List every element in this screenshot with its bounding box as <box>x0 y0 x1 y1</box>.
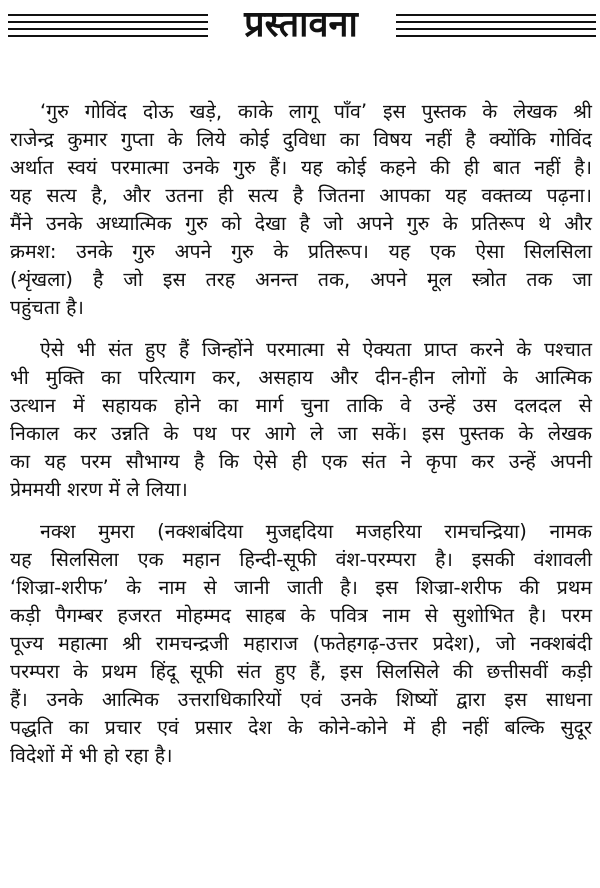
text-line: मैंने उनके अध्यात्मिक गुरु को देखा है जो अपने गुरु के प्रतिरूप थे और <box>10 212 592 235</box>
decorative-rule-left <box>8 12 208 42</box>
body-text <box>10 98 592 784</box>
text-line: निकाल कर उन्नति के पथ पर आगे ले जा सकें। इस पुस्तक के लेखक <box>10 422 592 445</box>
paragraph-3 <box>10 518 592 770</box>
text-line: परम्परा के प्रथम हिंदू सूफी संत हुए हैं, इस सिलसिले की छत्तीसवीं कड़ी <box>10 660 592 683</box>
text-line: विदेशों में भी हो रहा है। <box>10 744 173 767</box>
paragraph-2 <box>10 336 592 504</box>
text-line: यह सिलसिला एक महान हिन्दी-सूफी वंश-परम्परा है। इसकी वंशावली <box>10 548 592 571</box>
text-line: ‘शिज्रा-शरीफ’ के नाम से जानी जाती है। इस शिज्रा-शरीफ की प्रथम <box>10 576 592 599</box>
page-header <box>0 0 600 60</box>
text-line: का यह परम सौभाग्य है कि ऐसे ही एक संत ने कृपा कर उन्हें अपनी <box>10 450 592 473</box>
text-line: (शृंखला) है जो इस तरह अनन्त तक, अपने मूल स्त्रोत तक जा <box>10 268 592 291</box>
text-line: नक्श मुमरा (नक्शबंदिया मुजद्ददिया मजहरिया रामचन्द्रिया) नामक <box>40 520 592 543</box>
text-line: राजेन्द्र कुमार गुप्ता के लिये कोई दुविधा का विषय नहीं है क्योंकि गोविंद <box>10 128 592 151</box>
text-line: क्रमश: उनके गुरु अपने गुरु के प्रतिरूप। यह एक ऐसा सिलसिला <box>10 240 592 263</box>
decorative-rule-right <box>396 12 596 42</box>
text-line: ‘गुरु गोविंद दोऊ खड़े, काके लागू पाँव’ इस पुस्तक के लेखक श्री <box>40 100 592 123</box>
paragraph-1 <box>10 98 592 322</box>
text-line: कड़ी पैगम्बर हजरत मोहम्मद साहब के पवित्र नाम से सुशोभित है। परम <box>10 604 592 627</box>
text-line: यह सत्य है, और उतना ही सत्य है जितना आपका यह वक्तव्य पढ़ना। <box>10 184 592 207</box>
page-title: प्रस्तावना <box>244 4 358 45</box>
text-line: पद्धति का प्रचार एवं प्रसार देश के कोने-कोने में ही नहीं बल्कि सुदूर <box>10 716 592 739</box>
text-line: अर्थात स्वयं परमात्मा उनके गुरु हैं। यह कोई कहने की ही बात नहीं है। <box>10 156 592 179</box>
text-line: ऐसे भी संत हुए हैं जिन्होंने परमात्मा से ऐक्यता प्राप्त करने के पश्चात <box>40 338 592 361</box>
text-line: उत्थान में सहायक होने का मार्ग चुना ताकि वे उन्हें उस दलदल से <box>10 394 592 417</box>
text-line: पहुंचता है। <box>10 296 84 319</box>
text-line: भी मुक्ति का परित्याग कर, असहाय और दीन-हीन लोगों के आत्मिक <box>10 366 592 389</box>
text-line: हैं। उनके आत्मिक उत्तराधिकारियों एवं उनके शिष्यों द्वारा इस साधना <box>10 688 592 711</box>
text-line: पूज्य महात्मा श्री रामचन्द्रजी महाराज (फतेहगढ़-उत्तर प्रदेश), जो नक्शबंदी <box>10 632 592 655</box>
text-line: प्रेममयी शरण में ले लिया। <box>10 478 188 501</box>
